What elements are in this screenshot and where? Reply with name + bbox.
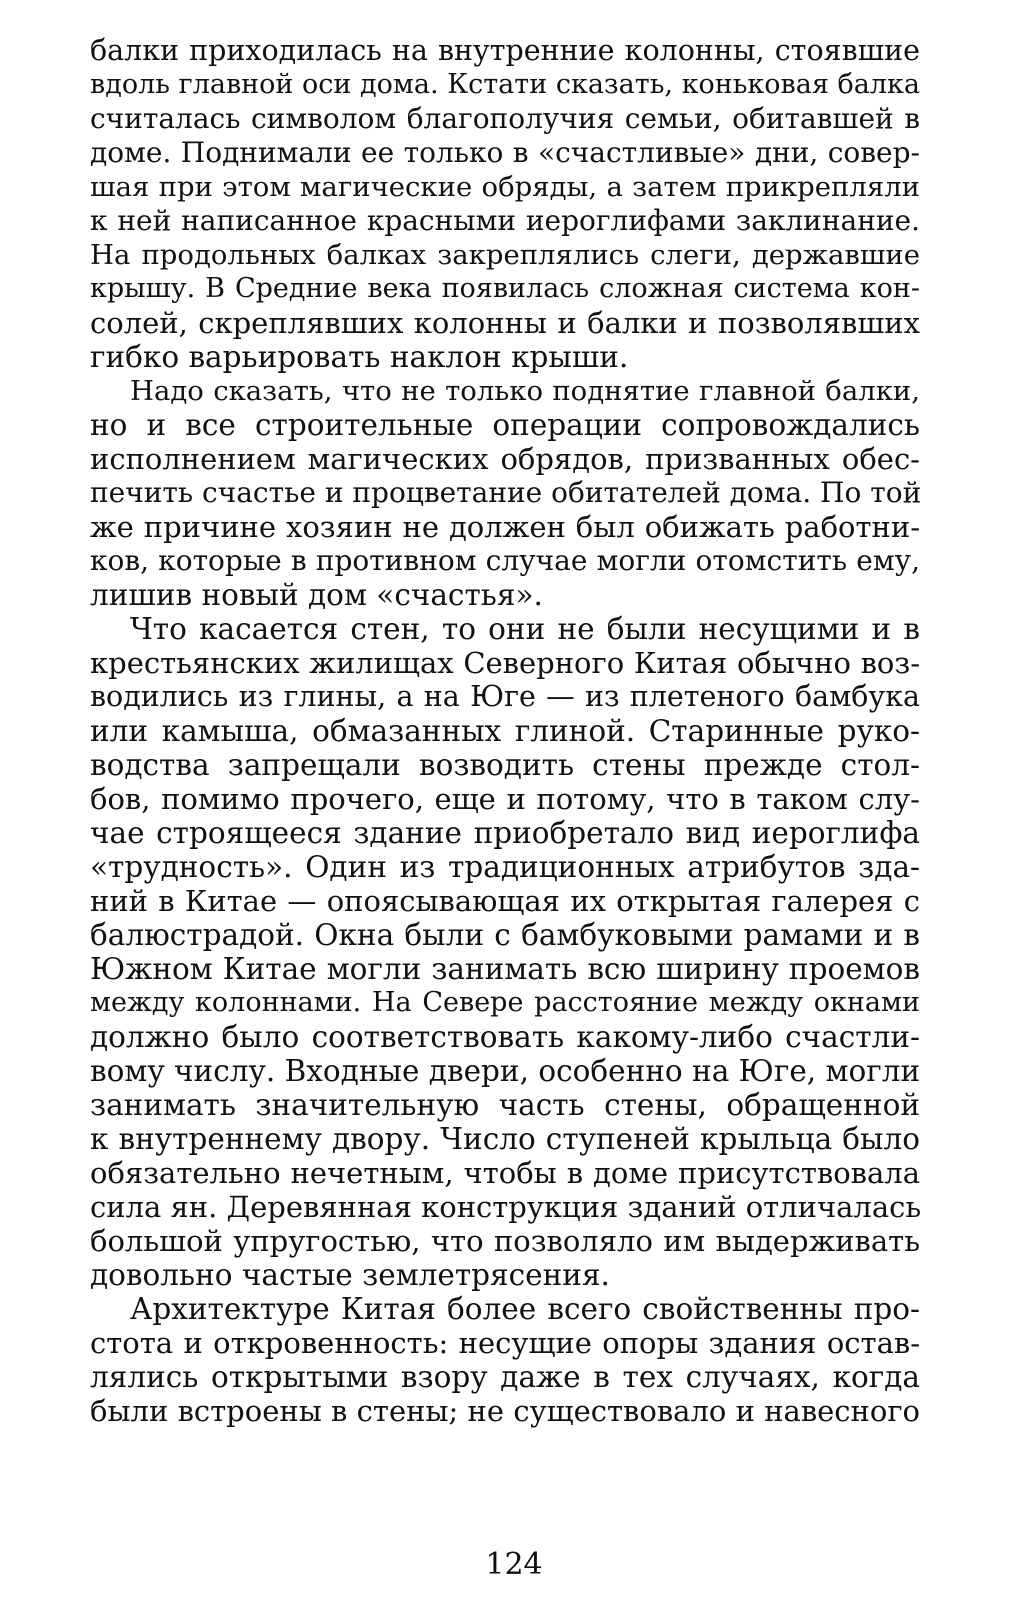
text-line: шая при этом магические обряды, а затем прикрепляли [90,171,920,203]
text-line: считалась символом благополучия семьи, обитавшей в [90,102,920,135]
text-line: лишив новый дом «счастья». [90,578,543,612]
text-line: крестьянских жилищах Северного Китая обычно воз- [90,646,920,680]
text-line: вому числу. Входные двери, особенно на Юге, могли [90,1054,921,1088]
text-line: лялись открытыми взору даже в тех случаях, когда [90,1360,920,1394]
text-line: сила ян. Деревянная конструкция зданий отличалась [90,1190,922,1224]
text-line: большой упругостью, что позволяло им выдерживать [90,1224,920,1258]
text-line: должно было соответствовать какому-либо счастли- [90,1020,920,1054]
text-line: балюстрадой. Окна были с бамбуковыми рамами и в [90,918,920,952]
text-line: или камыша, обмазанных глиной. Старинные руко- [90,714,920,748]
text-line: ков, которые в противном случае могли отомстить ему, [90,544,920,577]
text-line: чае строящееся здание приобретало вид иероглифа [90,816,920,850]
text-line: солей, скреплявших колонны и балки и позволявших [90,306,920,340]
text-line: бов, помимо прочего, еще и потому, что в таком слу- [90,782,920,816]
text-line: Надо сказать, что не только поднятие главной балки, [130,375,920,407]
paragraph-2 [90,374,920,612]
paragraph-3 [90,612,920,1292]
page-number: 124 [485,1547,543,1582]
text-line: водства запрещали возводить стены прежде стол- [90,748,920,782]
text-line: исполнением магических обрядов, призванных обес- [90,442,920,476]
text-line: «трудность». Один из традиционных атрибутов зда- [90,850,920,884]
text-line: Что касается стен, то они не были несущими и в [130,612,920,646]
text-line: между колоннами. На Севере расстояние между окнами [90,987,920,1018]
text-line: но и все строительные операции сопровождались [90,408,920,442]
text-line: занимать значительную часть стены, обращенной [90,1088,920,1122]
text-line: вдоль главной оси дома. Кстати сказать, коньковая балка [90,69,920,100]
text-line: На продольных балках закреплялись слеги, державшие [90,239,920,271]
text-line: же причине хозяин не должен был обижать работни- [90,510,920,544]
text-line: печить счастье и процветание обитателей дома. По той [90,476,922,509]
text-line: гибко варьировать наклон крыши. [90,340,629,374]
text-line: стота и откровенность: несущие опоры здания остав- [90,1326,920,1360]
text-line: доме. Поднимали ее только в «счастливые» дни, совер- [90,136,920,169]
text-line: обязательно нечетным, чтобы в доме присутствовала [90,1156,920,1190]
text-line: Южном Китае могли занимать всю ширину проемов [90,952,920,986]
text-line: к внутреннему двору. Число ступеней крыльца было [90,1122,920,1156]
text-line: ний в Китае — опоясывающая их открытая галерея с [90,884,920,918]
text-line: довольно частые землетрясения. [90,1258,610,1292]
paragraph-1 [90,34,920,374]
text-line: крышу. В Средние века появилась сложная система кон- [90,273,920,304]
text-line: были встроены в стены; не существовало и навесного [90,1394,920,1428]
paragraph-4 [90,1292,920,1428]
text-line: водились из глины, а на Юге — из плетеного бамбука [90,680,920,713]
text-line: балки приходилась на внутренние колонны, стоявшие [90,34,920,67]
text-line: Архитектуре Китая более всего свойственны про- [130,1292,920,1326]
text-line: к ней написанное красными иероглифами заклинание. [90,204,920,237]
page-body [90,34,920,1428]
